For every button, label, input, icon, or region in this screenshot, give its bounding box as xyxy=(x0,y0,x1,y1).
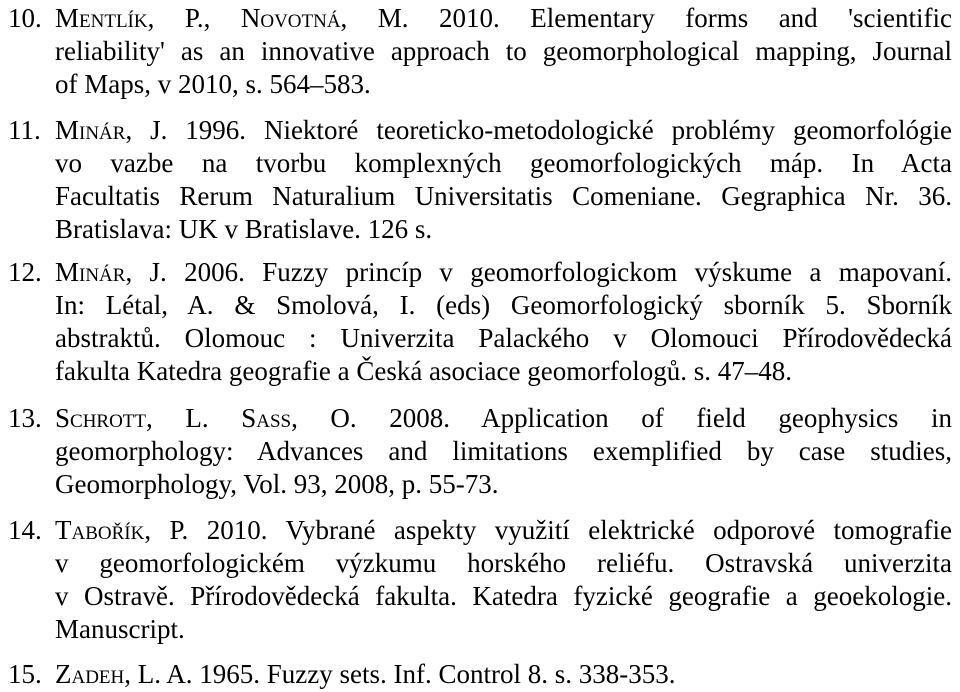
reference-line: Facultatis Rerum Naturalium Universitatis Comeniane. Gegraphica Nr. 36. xyxy=(55,181,952,211)
reference-author: Minár, J. xyxy=(55,115,168,145)
reference-number: 10. xyxy=(8,3,42,33)
reference-number: 13. xyxy=(8,403,42,433)
reference-line: vo vazbe na tvorbu komplexných geomorfologických máp. In Acta xyxy=(55,148,952,178)
reference-line: v Ostravě. Přírodovědecká fakulta. Katedra fyzické geografie a geoekologie. xyxy=(55,581,952,611)
reference-number: 14. xyxy=(8,515,42,545)
reference-author: Schrott, L. Sass, O. xyxy=(55,403,357,433)
reference-first-line-rest: 2010. Elementary forms and 'scientific xyxy=(408,3,952,33)
reference-12 xyxy=(8,256,952,388)
reference-line: Bratislava: UK v Bratislave. 126 s. xyxy=(55,214,433,244)
reference-first-line-text xyxy=(55,402,952,435)
reference-line: v geomorfologickém výzkumu horského reliéfu. Ostravská univerzita xyxy=(55,548,952,578)
reference-first-line-rest: 1996. Niektoré teoreticko-metodologické problémy geomorfológie xyxy=(167,115,952,145)
reference-line: of Maps, v 2010, s. 564–583. xyxy=(55,69,371,99)
reference-13 xyxy=(8,402,952,501)
reference-line: Manuscript. xyxy=(55,614,185,644)
reference-first-line xyxy=(8,514,952,547)
reference-first-line xyxy=(8,2,952,35)
reference-14 xyxy=(8,514,952,646)
reference-first-line xyxy=(8,658,952,691)
reference-first-line-rest: 2008. Application of field geophysics in xyxy=(356,403,952,433)
reference-first-line-text xyxy=(55,514,952,547)
reference-first-line xyxy=(8,114,952,147)
reference-line: geomorphology: Advances and limitations exemplified by case studies, xyxy=(55,436,952,466)
reference-first-line-rest: 2006. Fuzzy princíp v geomorfologickom výskume a mapovaní. xyxy=(166,257,952,287)
reference-line: In: Létal, A. & Smolová, I. (eds) Geomorfologický sborník 5. Sborník xyxy=(55,290,952,320)
reference-first-line xyxy=(8,256,952,289)
reference-first-line-text xyxy=(55,114,952,147)
reference-number: 11. xyxy=(8,115,41,145)
reference-line: reliability' as an innovative approach to geomorphological mapping, Journal xyxy=(55,36,952,66)
reference-first-line-rest: 2010. Vybrané aspekty využití elektrické odporové tomografie xyxy=(188,515,952,545)
reference-number: 15. xyxy=(8,659,42,689)
reference-author: Tabořík, P. xyxy=(55,515,189,545)
reference-first-line-text xyxy=(55,2,952,35)
reference-author: Mentlík, P., Novotná, M. xyxy=(55,3,409,33)
reference-author: Zadeh, L. A. xyxy=(55,659,193,689)
reference-first-line xyxy=(8,402,952,435)
reference-10 xyxy=(8,2,952,101)
reference-first-line-rest: 1965. Fuzzy sets. Inf. Control 8. s. 338-353. xyxy=(192,659,676,689)
reference-15 xyxy=(8,658,952,691)
reference-line: abstraktů. Olomouc : Univerzita Palackého v Olomouci Přírodovědecká xyxy=(55,323,952,353)
reference-first-line-text xyxy=(55,658,675,691)
reference-line: Geomorphology, Vol. 93, 2008, p. 55-73. xyxy=(55,469,499,499)
reference-author: Minár, J. xyxy=(55,257,167,287)
reference-11 xyxy=(8,114,952,246)
reference-line: fakulta Katedra geografie a Česká asociace geomorfologů. s. 47–48. xyxy=(55,356,792,386)
reference-first-line-text xyxy=(55,256,952,289)
reference-number: 12. xyxy=(8,257,42,287)
